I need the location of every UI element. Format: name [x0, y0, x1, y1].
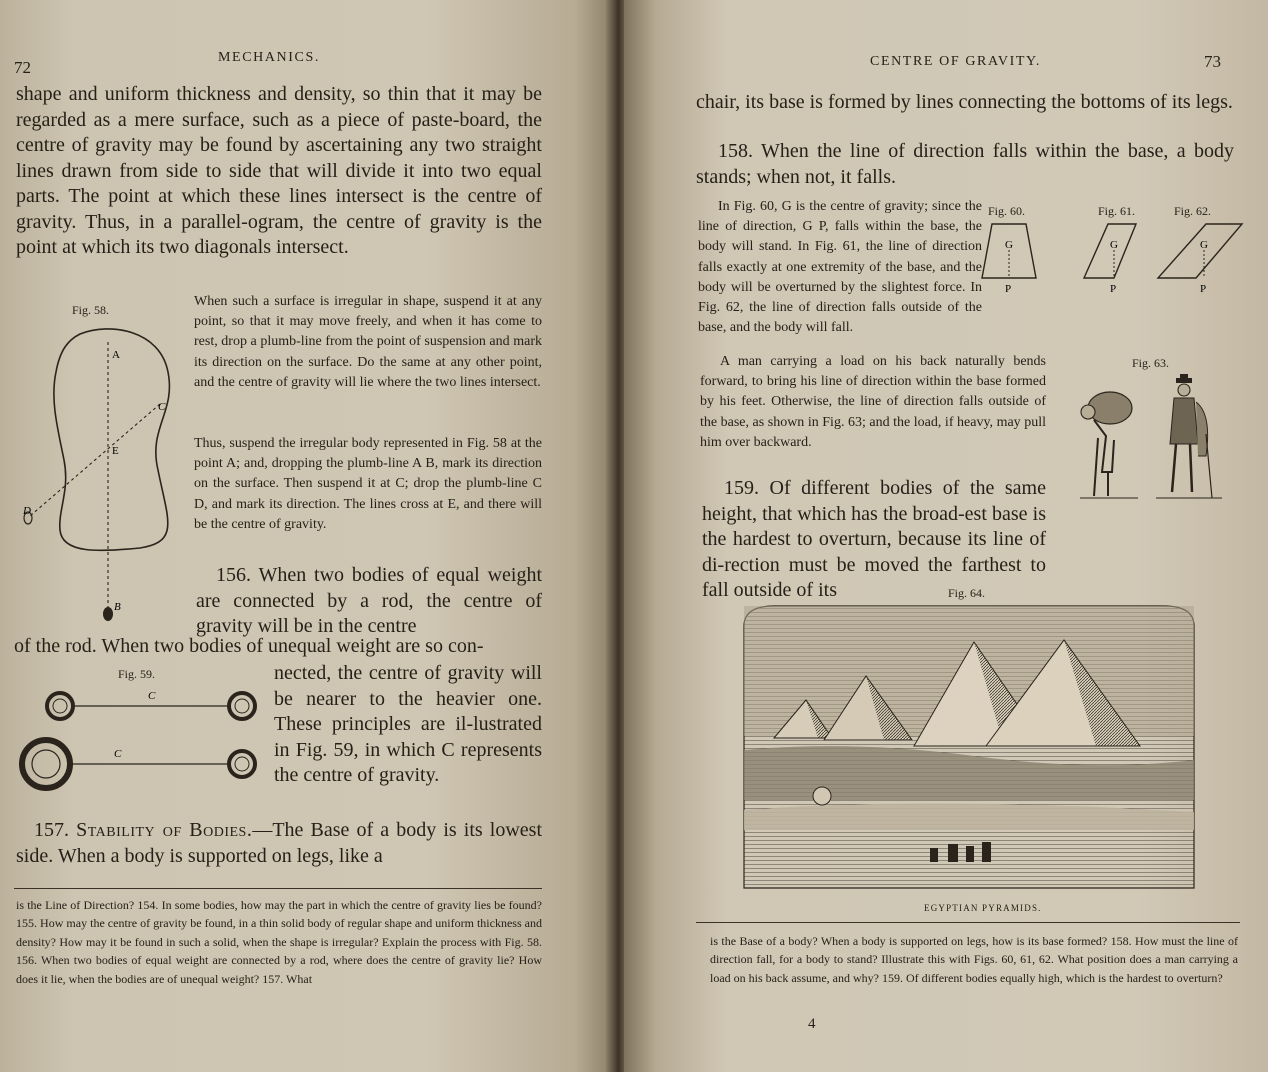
fig58-label-a: A	[112, 349, 120, 361]
left-page	[0, 0, 612, 1072]
fig61-label-p: P	[1110, 283, 1117, 295]
footnote: is the Line of Direction? 154. In some bodies, how may the part in which the centre of gravity lies be found? 155. How may the centre of gravity be found, in a thin solid body of regular shape and uniform thickness and density? How may it be found in such a solid, when the shape is irregular? Explain the process with Fig. 58. 156. When two bodies of equal weight are connected by a rod, where does the centre of gravity lie? How does it lie, when the bodies are of unequal weight? 157. What	[16, 898, 542, 986]
fig58-label-d: D	[23, 505, 31, 517]
section-158: 158. When the line of direction falls within the base, a body stands; when not, it falls.	[696, 140, 1234, 188]
intro-paragraph: chair, its base is formed by lines connecting the bottoms of its legs.	[696, 91, 1233, 113]
section-159: 159. Of different bodies of the same height, that which has the broad-est base is the hardest to overturn, because its line of di-rection must be moved the farthest to fall outside of its	[702, 477, 1046, 601]
fig60-label-p: P	[1005, 283, 1012, 295]
page-number: 72	[14, 58, 31, 77]
running-head: MECHANICS.	[218, 50, 320, 65]
man-paragraph: A man carrying a load on his back naturally bends forward, to bring his line of direction within the base formed by his feet. Otherwise, the line of direction falls outside of the base, as shown in Fig. 63; and the load, if heavy, may pull him over backward.	[700, 354, 1046, 450]
fig59-drawing	[16, 684, 274, 804]
footnote-rule	[696, 922, 1240, 923]
fig60-paragraph-text: In Fig. 60, G is the centre of gravity; since the line of direction, G P, falls within the base, the body will stand. In Fig. 61, the line of direction falls exactly at one extremity of the base, and the body will be overturned by the slightest force. In Fig. 62, the line of direction falls outside of the base, and the body will fall.	[698, 199, 982, 336]
fig64-engraving	[734, 600, 1204, 896]
fig64-title: EGYPTIAN PYRAMIDS.	[924, 903, 1042, 913]
fig58-label-e: E	[112, 445, 119, 457]
fig63-drawing	[1072, 374, 1242, 506]
page-number: 73	[1204, 52, 1221, 71]
section-156-rest: nected, the centre of gravity will be nearer to the heavier one. These principles are il-lustrated in Fig. 59, in which C represents the centre of gravity.	[274, 662, 542, 786]
fig60-62-drawing	[974, 220, 1244, 300]
fig58-label-b: B	[114, 601, 121, 613]
fig62-label-g: G	[1200, 239, 1208, 251]
footnote: is the Base of a body? When a body is supported on legs, how is its base formed? 158. How must the line of direction fall, for a body to stand? Illustrate this with Figs. 60, 61, 62. What position does a man carrying a load on his back assume, and why? 159. Of different bodies equally high, which is the hardest to overturn?	[710, 934, 1238, 985]
section-157-heading: Stability of Bodies.	[76, 819, 253, 841]
fig62-caption: Fig. 62.	[1174, 204, 1212, 218]
section-156-wide-line: of the rod. When two bodies of unequal weight are so con-	[14, 635, 484, 657]
fig58-drawing	[20, 320, 200, 620]
fig60-label-g: G	[1005, 239, 1013, 251]
section-156-lead: 156. When two bodies of equal weight are connected by a rod, the centre of gravity will be in the centre	[196, 564, 542, 637]
sphinx-head	[813, 787, 831, 805]
fig62-label-p: P	[1200, 283, 1207, 295]
section-157-number: 157.	[34, 819, 69, 841]
small-paragraph-1: When such a surface is irregular in shape, suspend it at any point, so that it may move freely, and when it has come to rest, drop a plumb-line from the point of suspension and mark its direction on the surface. Do the same at any other point, and the centre of gravity will lie where the two lines intersect.	[194, 294, 542, 390]
section-157-text: —The Base of a body is its lowest side. When a body is supported on legs, like a	[16, 819, 543, 867]
fig58-caption: Fig. 58.	[72, 303, 110, 317]
fig59-label-top: C	[148, 690, 156, 702]
fig59-label-bottom: C	[114, 748, 122, 760]
running-head: CENTRE OF GRAVITY.	[870, 54, 1042, 69]
footnote-rule	[14, 888, 542, 889]
section-157	[16, 818, 542, 869]
fig61-label-g: G	[1110, 239, 1118, 251]
fig63-caption: Fig. 63.	[1132, 356, 1170, 370]
fig61-caption: Fig. 61.	[1098, 204, 1136, 218]
intro-paragraph: shape and uniform thickness and density, so thin that it may be regarded as a mere surface, such as a piece of paste-board, the centre of gravity may be found by ascertaining any two straight lines drawn from side to side that will divide it into two equal parts. The point at which these lines intersect is the centre of gravity. Thus, in a parallel-ogram, the centre of gravity is the point at which its two diagonals intersect.	[16, 83, 542, 258]
signature-mark: 4	[808, 1016, 816, 1032]
fig60-caption: Fig. 60.	[988, 204, 1026, 218]
fig59-caption: Fig. 59.	[118, 667, 156, 681]
fig64-caption: Fig. 64.	[948, 586, 986, 600]
small-paragraph-2: Thus, suspend the irregular body represented in Fig. 58 at the point A; and, dropping the plumb-line A B, mark its direction on the surface. Then suspend it at C; drop the plumb-line C D, and mark its direction. The lines cross at E, and there will be the centre of gravity.	[194, 436, 542, 532]
fig58-label-c: C	[158, 401, 166, 413]
right-page	[624, 0, 1268, 1072]
